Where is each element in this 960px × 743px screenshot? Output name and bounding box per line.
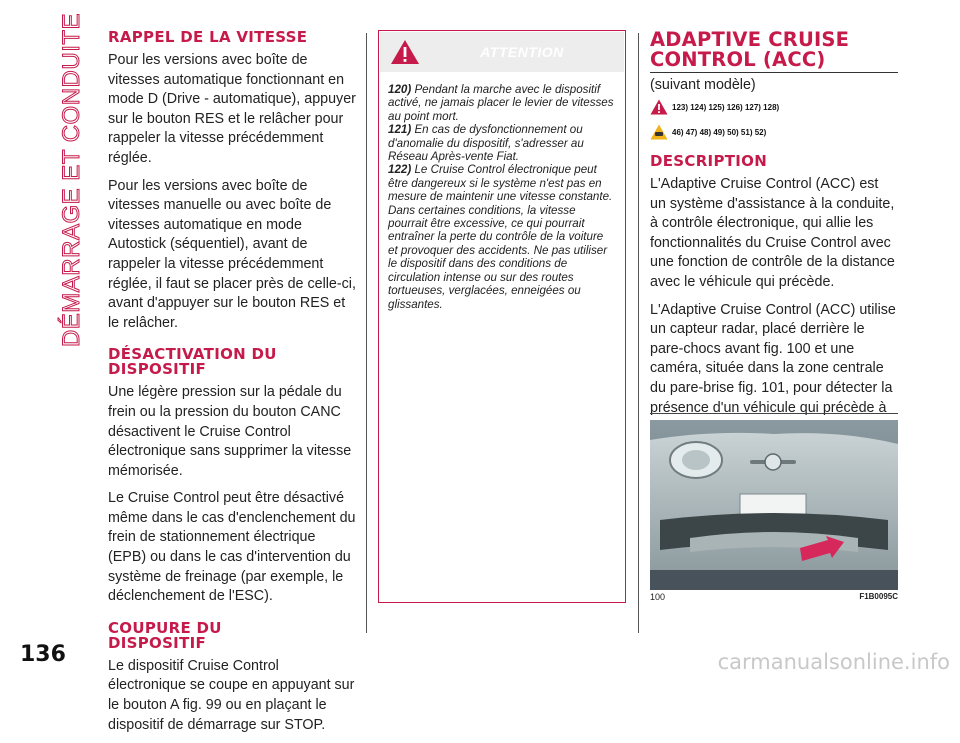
acc-subtitle: (suivant modèle): [650, 77, 756, 93]
caution-triangle-icon: [650, 124, 668, 140]
column-left: [108, 30, 356, 743]
attention-title: ATTENTION: [480, 44, 564, 60]
title-line: ADAPTIVE CRUISE: [650, 28, 850, 51]
caution-refs-text: 46) 47) 48) 49) 50) 51) 52): [672, 127, 767, 137]
paragraph: Le Cruise Control peut être désactivé même dans le cas d'enclenchement du frein de stationnement électrique (EPB) ou dans le cas d'intervention du système de freinage (par exemple, le déclenchement de l'ESC).: [108, 490, 356, 605]
attention-item-text: En cas de dysfonctionnement ou d'anomalie du dispositif, s'adresser au Réseau Après-vente Fiat.: [388, 123, 584, 164]
column-divider: [366, 33, 367, 633]
heading-line: DÉSACTIVATION DU: [108, 345, 277, 364]
heading-desactivation: [108, 347, 356, 377]
warning-refs: [650, 99, 898, 115]
section-title-text: DÉMARRAGE ET CONDUITE: [58, 12, 85, 348]
attention-item: [388, 123, 615, 163]
attention-item: [388, 83, 615, 123]
attention-body: [379, 73, 625, 311]
heading-coupure: [108, 618, 356, 652]
acc-title: [650, 30, 898, 73]
paragraph: Pour les versions avec boîte de vitesses automatique fonctionnant en mode D (Drive - automatique), appuyer sur le bouton RES et le relâcher pour rappeler la vitesse précédemment réglée.: [108, 52, 356, 166]
car-front-photo: [650, 420, 898, 590]
column-divider: [638, 33, 639, 633]
attention-item-number: 122): [388, 163, 412, 177]
heading-line: DISPOSITIF: [108, 360, 207, 379]
figure-number: 100: [650, 592, 666, 602]
paragraph: L'Adaptive Cruise Control (ACC) est un système d'assistance à la conduite, à contrôle électronique, qui allie les fonctionnalités du Cruise Control avec une fonction de contrôle de la distance avec le véhicule qui précède.: [650, 176, 895, 290]
warning-triangle-icon: [650, 99, 668, 115]
attention-item-text: Le Cruise Control électronique peut être dangereux si le système n'est pas en mesure de maintenir une vitesse constante. Dans certaines conditions, la vitesse pourrait être excessive, ce qui pourrait entraîner la perte du contrôle de la voiture et provoquer des accidents. Ne pas utiliser le dispositif dans des conditions de circulation intense ou sur des routes tortueuses, verglacées, enneigées ou glissantes.: [388, 163, 613, 311]
heading-rappel-vitesse: RAPPEL DE LA VITESSE: [108, 28, 308, 46]
warning-triangle-icon: [390, 39, 420, 65]
sidebar-section-title: [52, 12, 92, 348]
attention-item-text: Pendant la marche avec le dispositif activé, ne jamais placer le levier de vitesses au point mort.: [388, 83, 614, 123]
paragraph: Pour les versions avec boîte de vitesses manuelle ou avec boîte de vitesses automatique en mode Autostick (séquentiel), avant de rappeler la vitesse précédemment réglée, il faut se placer près de celle-ci, avant d'appuyer sur le bouton RES et le relâcher.: [108, 177, 356, 331]
paragraph: L'Adaptive Cruise Control (ACC) utilise un capteur radar, placé derrière le pare-chocs avant fig. 100 et une caméra, située dans la zone centrale du pare-brise fig. 101, pour détecter la présence d'un véhicule qui précède à: [650, 301, 896, 416]
watermark: carmanualsonline.info: [717, 650, 950, 674]
heading-line: COUPURE DU: [108, 618, 222, 637]
figure-100: [650, 413, 898, 606]
attention-header: [380, 32, 624, 72]
attention-item: [388, 163, 615, 310]
attention-box: [378, 30, 626, 603]
warning-refs-text: 123) 124) 125) 126) 127) 128): [672, 102, 780, 112]
figure-code: F1B0095C: [859, 592, 898, 601]
title-line: CONTROL (ACC): [650, 48, 826, 71]
paragraph: Le dispositif Cruise Control électronique se coupe en appuyant sur le bouton A fig. 99 ou en plaçant le dispositif de démarrage sur STOP.: [108, 657, 355, 733]
caution-refs: [650, 124, 898, 140]
paragraph: Une légère pression sur la pédale du frein ou la pression du bouton CANC désactivent le Cruise Control électronique sans supprimer la vitesse mémorisée.: [108, 384, 352, 479]
heading-description: DESCRIPTION: [650, 152, 768, 170]
column-right: [650, 30, 898, 446]
attention-item-number: 120): [388, 83, 412, 96]
heading-line: DISPOSITIF: [108, 633, 207, 652]
attention-item-number: 121): [388, 123, 412, 137]
column-middle: [378, 30, 626, 603]
page-number: 136: [20, 642, 66, 667]
